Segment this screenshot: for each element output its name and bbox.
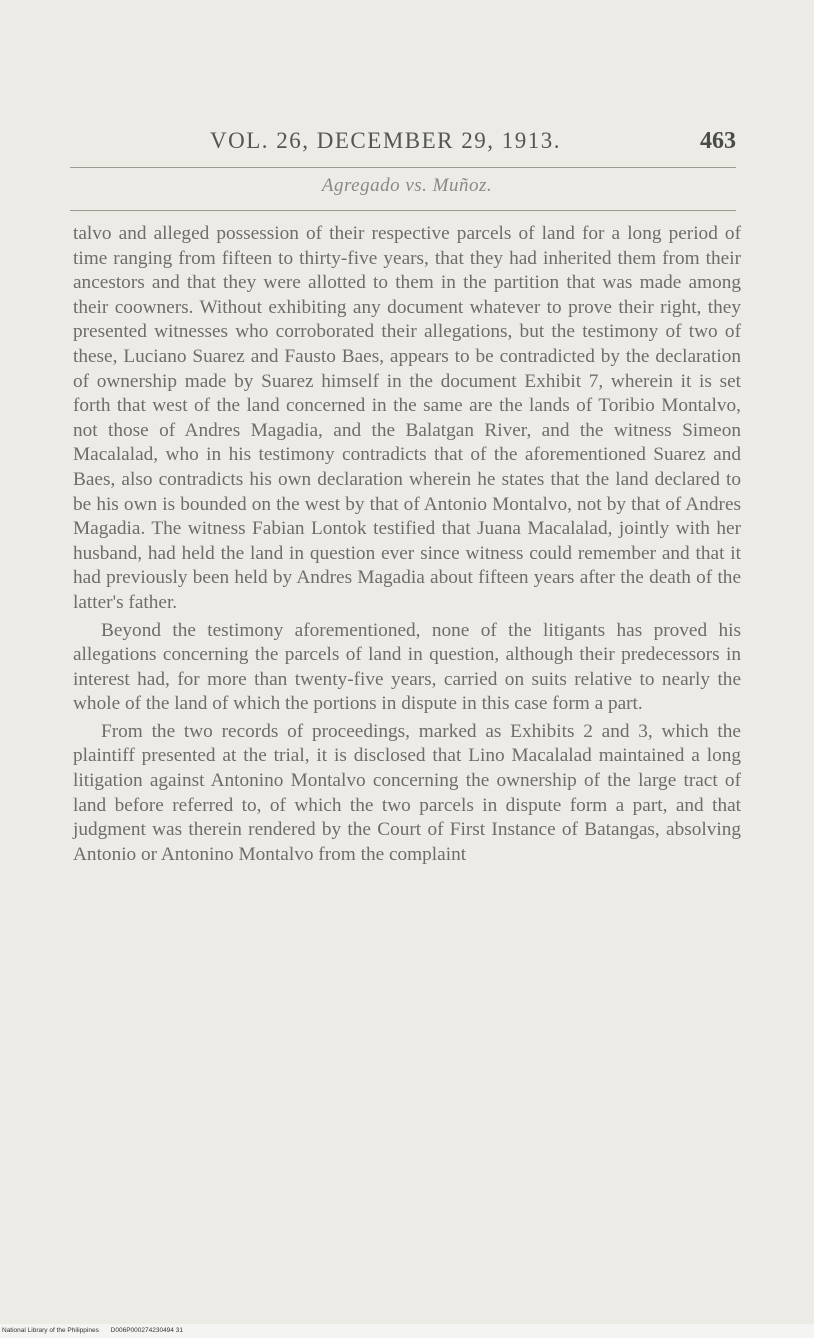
body-text — [73, 222, 741, 870]
subhead-rule — [70, 210, 736, 211]
footer-code: D006P000274230494 31 — [110, 1327, 183, 1334]
case-title: Agregado vs. Muñoz. — [321, 175, 493, 196]
paragraph: From the two records of proceedings, marked as Exhibits 2 and 3, which the plaintiff presented at the trial, it is disclosed that Lino Macalalad maintained a long litigation against Antonino Montalvo concerning the ownership of the large tract of land before referred to, of which the two parcels in dispute form a part, and that judgment was therein rendered by the Court of First Instance of Batangas, absolving Antonio or Antonino Montalvo from the complaint — [73, 720, 741, 865]
running-header — [70, 128, 736, 164]
scan-footer — [0, 1324, 814, 1338]
paragraph: talvo and alleged possession of their respective parcels of land for a long period of time ranging from fifteen to thirty-five years, that they had inherited them from their ancestors and that they were allotted to them in the partition that was made among their coowners. Without exhibiting any document whatever to prove their right, they presented witnesses who corroborated their allegations, but the testimony of two of these, Luciano Suarez and Fausto Baes, appears to be contradicted by the declaration of ownership made by Suarez himself in the document Exhibit 7, wherein it is set forth that west of the land concerned in the same are the lands of Toribio Montalvo, not those of Andres Magadia, and the Balatgan River, and the witness Simeon Macalalad, who in his testimony contradicts that of the aforementioned Suarez and Baes, also contradicts his own declaration wherein he states that the land declared to be his own is bounded on the west by that of Antonio Montalvo, not by that of Andres Magadia. The witness Fabian Lontok testified that Juana Macalalad, jointly with her husband, had held the land in question ever since witness could remember and that it had previously been held by Andres Magadia about fifteen years after the death of the latter's father. — [73, 223, 741, 613]
page-number: 463 — [700, 128, 736, 154]
header-title: VOL. 26, DECEMBER 29, 1913. — [210, 128, 561, 153]
footer-library: National Library of the Philippines — [2, 1327, 99, 1334]
header-rule — [70, 167, 736, 168]
paragraph: Beyond the testimony aforementioned, none of the litigants has proved his allegations concerning the parcels of land in question, although their predecessors in interest had, for more than twenty-five years, carried on suits relative to nearly the whole of the land of which the portions in dispute in this case form a part. — [73, 619, 741, 715]
